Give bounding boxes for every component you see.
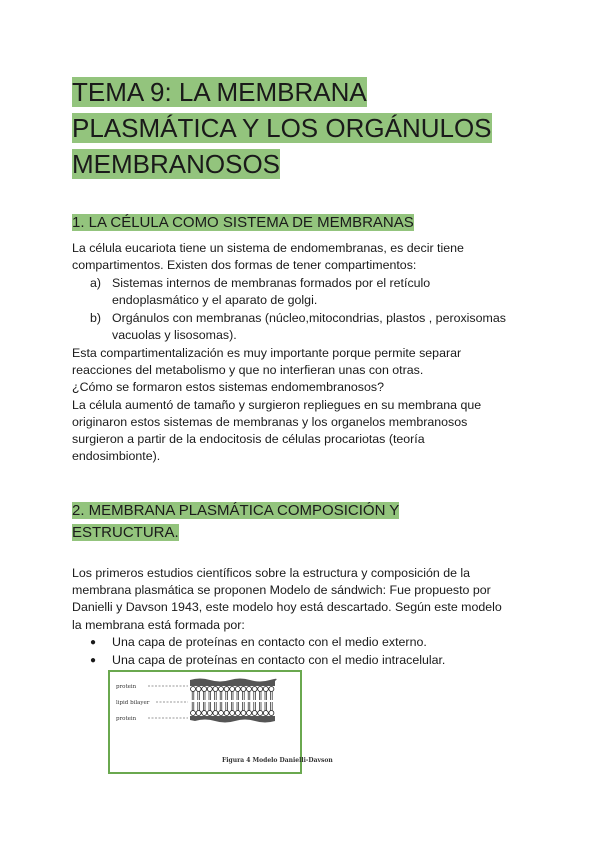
membrane-diagram (110, 672, 333, 772)
list-marker-b: b) (90, 311, 102, 325)
text-line: Sistemas internos de membranas formados por el retículo (112, 276, 431, 290)
text-line: reacciones del metabolismo y que no interfieran unas con otras. (72, 363, 424, 378)
text-line: originaron estos sistemas de membranas y los organelos membranosos (72, 414, 468, 429)
list-item-a (112, 275, 532, 309)
bullet-marker: ● (90, 637, 97, 648)
section-1-heading (72, 212, 414, 234)
text-line: membrana plasmática se proponen Modelo de sándwich: Fue propuesto por (72, 583, 491, 598)
text-line: endoplasmático y el aparato de golgi. (112, 293, 318, 308)
text-line: surgieron a partir de la endocitosis de células procariotas (teoría (72, 432, 425, 447)
title-line-3: MEMBRANOSOS (72, 149, 281, 179)
section-1-body (72, 345, 532, 465)
bullet-item: Una capa de proteínas en contacto con el medio intracelular. (112, 653, 446, 667)
text-line: compartimentos. Existen dos formas de tener compartimentos: (72, 258, 417, 273)
bullet-item: Una capa de proteínas en contacto con el medio externo. (112, 635, 427, 649)
figure-label-lipid: lipid bilayer (116, 700, 150, 706)
text-line: ¿Cómo se formaron estos sistemas endomembranosos? (72, 380, 384, 395)
section-2-heading (72, 500, 399, 544)
text-line: la membrana está formada por: (72, 617, 245, 632)
section-2-heading-line-1: 2. MEMBRANA PLASMÁTICA COMPOSICIÓN Y (72, 502, 400, 519)
text-line: Danielli y Davson 1943, este modelo hoy está descartado. Según este modelo (72, 600, 502, 615)
figure-caption: Figura 4 Modelo Danielli-Davson (222, 757, 333, 764)
text-line: Los primeros estudios científicos sobre la estructura y composición de la (72, 566, 471, 580)
title-line-2: PLASMÁTICA Y LOS ORGÁNULOS (72, 113, 492, 143)
title-line-1: TEMA 9: LA MEMBRANA (72, 77, 367, 107)
section-2-heading-line-2: ESTRUCTURA. (72, 524, 179, 541)
text-line: Esta compartimentalización es muy importante porque permite separar (72, 346, 462, 360)
text-line: endosimbionte). (72, 449, 161, 464)
text-line: vacuolas y lisosomas). (112, 328, 237, 343)
section-2-paragraph (72, 565, 532, 634)
text-line: Orgánulos con membranas (núcleo,mitocondrias, plastos , peroxisomas (112, 311, 506, 325)
document-title (72, 74, 532, 182)
list-item-b (112, 310, 532, 344)
text-line: La célula aumentó de tamaño y surgieron repliegues en su membrana que (72, 397, 482, 412)
list-marker-a: a) (90, 276, 102, 290)
figure-label-protein-top: protein (116, 684, 137, 690)
section-1-heading-text: 1. LA CÉLULA COMO SISTEMA DE MEMBRANAS (72, 214, 414, 231)
section-1-intro (72, 240, 532, 274)
sandwich-model-figure (108, 670, 333, 774)
bullet-marker: ● (90, 655, 97, 666)
figure-label-protein-bottom: protein (116, 716, 137, 722)
text-line: La célula eucariota tiene un sistema de endomembranas, es decir tiene (72, 241, 464, 255)
